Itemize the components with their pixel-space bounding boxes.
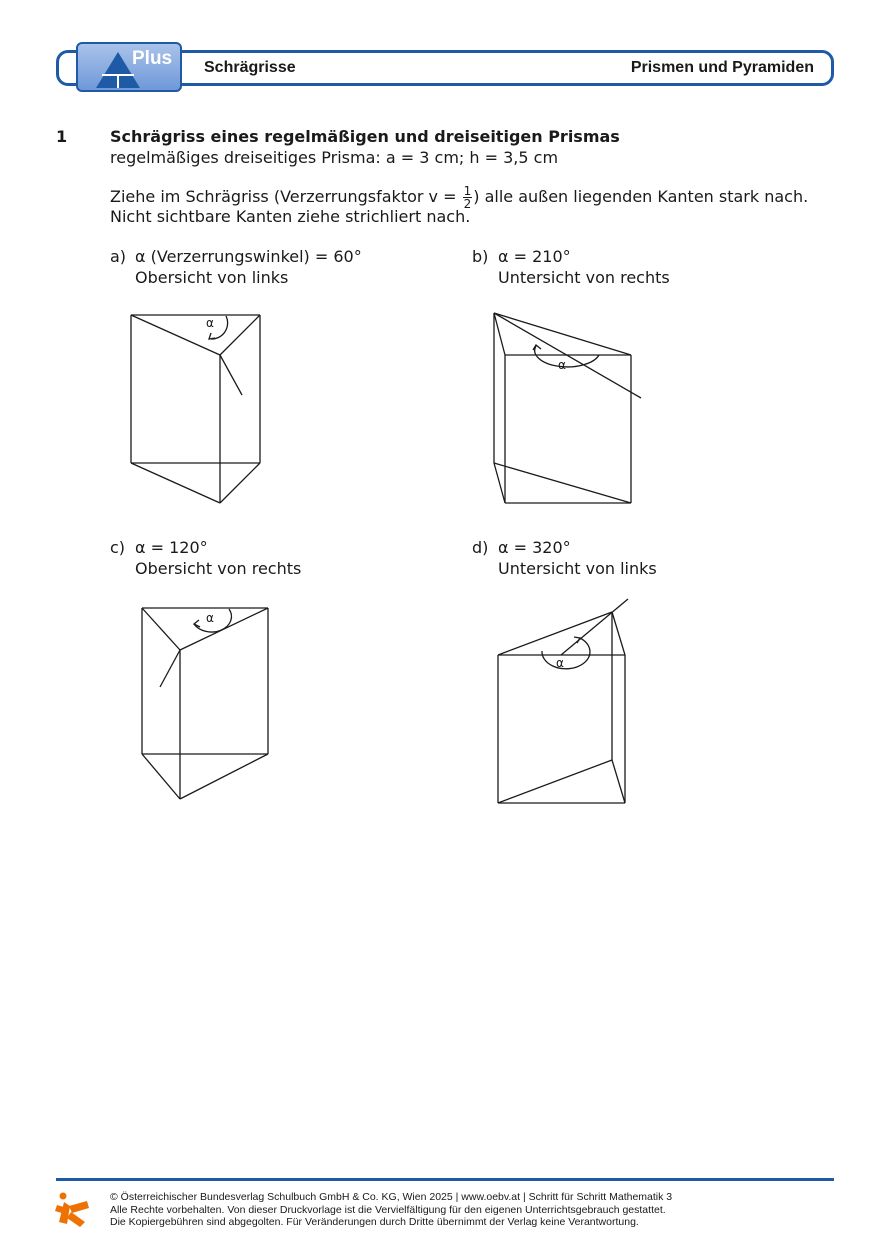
footer-copyright <box>110 1191 672 1229</box>
header-title: Schrägrisse <box>204 59 296 76</box>
part-a-angle: α (Verzerrungswinkel) = 60° <box>135 247 362 266</box>
part-c-view: Obersicht von rechts <box>135 559 302 578</box>
alpha-label-b: α <box>558 358 566 372</box>
footer-line <box>56 1178 834 1181</box>
plus-label: Plus <box>132 48 173 69</box>
part-d-view: Untersicht von links <box>498 559 657 578</box>
task-instruction-line2: Nicht sichtbare Kanten ziehe strichliert nach. <box>110 207 471 226</box>
part-c-letter: c) <box>110 538 126 557</box>
task-number: 1 <box>56 127 68 146</box>
footer-line-1: © Österreichischer Bundesverlag Schulbuch GmbH & Co. KG, Wien 2025 | www.oebv.at | Schritt für Schritt Mathematik 3 <box>110 1191 673 1203</box>
publisher-logo-icon <box>55 1192 91 1228</box>
header-chapter: Prismen und Pyramiden <box>630 59 814 76</box>
instruction-text-before: Ziehe im Schrägriss (Verzerrungsfaktor v = <box>110 187 462 206</box>
logo-shapes <box>55 1193 89 1228</box>
alpha-label-d: α <box>556 656 564 670</box>
part-a-view: Obersicht von links <box>135 268 289 287</box>
instruction-text-after: ) alle außen liegenden Kanten stark nach. <box>473 187 809 206</box>
task-given: regelmäßiges dreiseitiges Prisma: a = 3 cm; h = 3,5 cm <box>110 148 559 167</box>
footer-line-2: Alle Rechte vorbehalten. Von dieser Druckvorlage ist die Vervielfältigung für den eigenen Unterrichtsgebrauch gestattet. <box>110 1203 666 1216</box>
part-a-letter: a) <box>110 247 127 266</box>
alpha-label-c: α <box>206 611 214 625</box>
fraction-numerator: 1 <box>463 184 472 198</box>
footer-line-3: Die Kopiergebühren sind abgegolten. Für Veränderungen durch Dritte übernimmt der Verlag keine Verantwortung. <box>110 1216 639 1228</box>
part-c-angle: α = 120° <box>135 538 208 557</box>
part-b-letter: b) <box>472 247 489 266</box>
fraction-denominator: 2 <box>463 197 472 211</box>
part-d-angle: α = 320° <box>498 538 571 557</box>
part-b-angle: α = 210° <box>498 247 571 266</box>
part-d-letter: d) <box>472 538 489 557</box>
task-title: Schrägriss eines regelmäßigen und dreiseitigen Prismas <box>110 127 620 146</box>
part-b-view: Untersicht von rechts <box>498 268 670 287</box>
alpha-label-a: α <box>206 316 214 330</box>
